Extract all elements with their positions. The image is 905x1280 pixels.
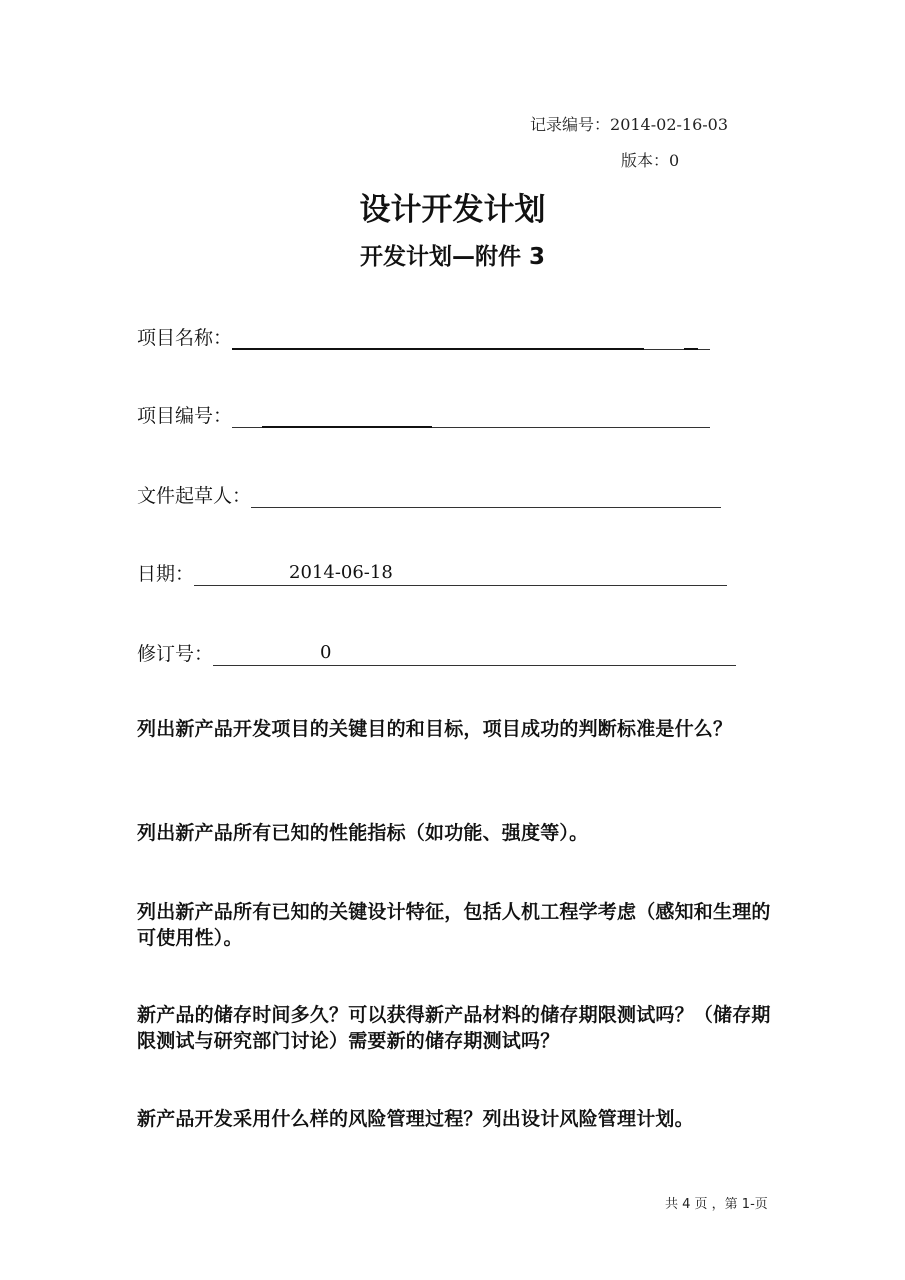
date-underline bbox=[194, 561, 727, 586]
document-subtitle: 开发计划—附件 3 bbox=[359, 244, 545, 270]
revision-value: 0 bbox=[320, 642, 332, 663]
date-field bbox=[137, 556, 727, 586]
question-3: 列出新产品所有已知的关键设计特征，包括人机工程学考虑（感知和生理的可使用性）。 bbox=[137, 901, 771, 949]
project-number-field bbox=[137, 398, 710, 428]
page-footer: 共 4 页 ，第 1-页 bbox=[665, 1197, 768, 1212]
revision-label: 修订号： bbox=[137, 643, 214, 665]
revision-underline bbox=[213, 641, 736, 666]
version-value: 0 bbox=[669, 151, 680, 170]
version-number bbox=[621, 148, 679, 171]
record-number-value: 2014-02-16-03 bbox=[610, 115, 729, 134]
drafter-label: 文件起草人： bbox=[137, 485, 252, 507]
date-label: 日期： bbox=[137, 563, 195, 585]
question-5: 新产品开发采用什么样的风险管理过程？列出设计风险管理计划。 bbox=[137, 1108, 694, 1130]
revision-field bbox=[137, 636, 736, 666]
project-number-label: 项目编号： bbox=[137, 405, 233, 427]
question-1: 列出新产品开发项目的关键目的和目标，项目成功的判断标准是什么？ bbox=[137, 718, 733, 740]
document-title: 设计开发计划 bbox=[359, 192, 546, 228]
drafter-field bbox=[137, 478, 721, 508]
project-name-underline bbox=[232, 325, 710, 350]
question-2: 列出新产品所有已知的性能指标（如功能、强度等）。 bbox=[137, 822, 589, 844]
record-number-label: 记录编号： bbox=[530, 115, 611, 134]
record-number bbox=[530, 112, 728, 135]
project-number-underline bbox=[232, 403, 710, 428]
project-name-field bbox=[137, 320, 710, 350]
project-name-label: 项目名称： bbox=[137, 327, 233, 349]
drafter-underline bbox=[251, 483, 721, 508]
question-4: 新产品的储存时间多久？可以获得新产品材料的储存期限测试吗？（储存期限测试与研究部门讨论）需要新的储存期测试吗？ bbox=[137, 1004, 771, 1052]
date-value: 2014-06-18 bbox=[289, 562, 393, 583]
version-label: 版本： bbox=[621, 151, 670, 170]
